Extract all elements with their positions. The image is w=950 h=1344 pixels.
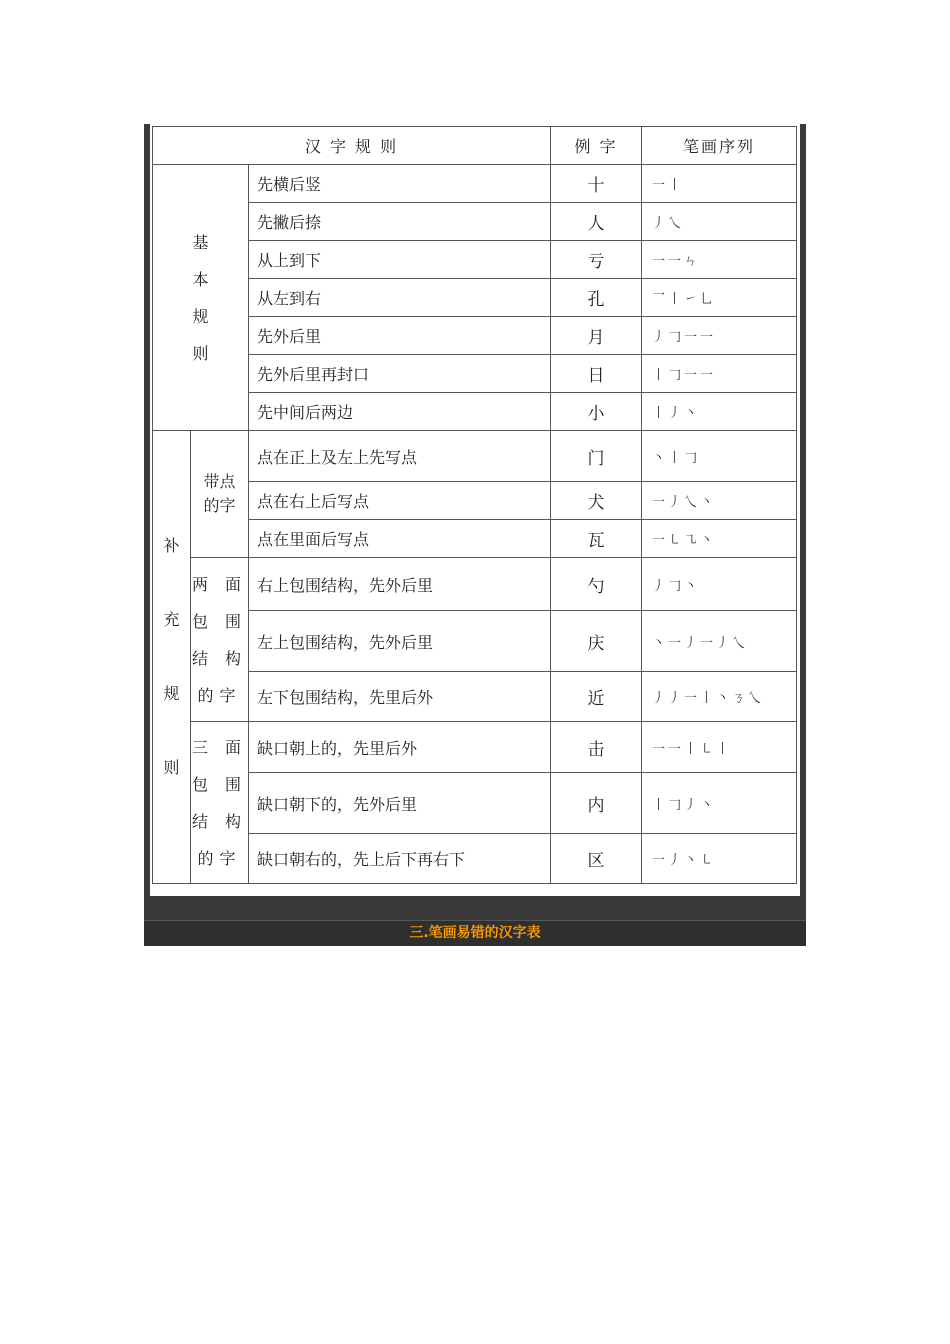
- rule-cell: 左下包围结构，先里后外: [249, 672, 551, 722]
- table-row: [153, 482, 797, 520]
- category-char: 则: [163, 758, 180, 777]
- strokes-cell: 一丿乀丶: [642, 482, 797, 520]
- strokes-cell: 一丿丶㇄: [642, 834, 797, 884]
- example-cell: 区: [551, 834, 642, 884]
- header-rule: 汉 字 规 则: [153, 127, 551, 165]
- example-cell: 人: [551, 203, 642, 241]
- category-char: 充: [163, 610, 180, 629]
- stroke-order-rules-table: [152, 126, 797, 884]
- table-row: [153, 672, 797, 722]
- subcategory-line: 的字: [197, 685, 242, 705]
- table-row: [153, 520, 797, 558]
- rule-cell: 点在里面后写点: [249, 520, 551, 558]
- example-cell: 门: [551, 431, 642, 482]
- strokes-cell: 一一丨㇄丨: [642, 722, 797, 773]
- subcategory-line: 结 构: [191, 811, 248, 831]
- example-cell: 十: [551, 165, 642, 203]
- strokes-cell: 丿乀: [642, 203, 797, 241]
- example-cell: 月: [551, 317, 642, 355]
- example-cell: 勺: [551, 558, 642, 611]
- strokes-cell: 一丨: [642, 165, 797, 203]
- subcategory-line: 三 面: [191, 737, 248, 757]
- subcategory-two-side-enclosure: [191, 558, 249, 722]
- subcategory-line: 包 围: [191, 611, 248, 631]
- example-cell: 小: [551, 393, 642, 431]
- example-cell: 击: [551, 722, 642, 773]
- example-cell: 犬: [551, 482, 642, 520]
- strokes-cell: 一一ㄣ: [642, 241, 797, 279]
- category-char: 规: [192, 306, 209, 326]
- rule-cell: 点在右上后写点: [249, 482, 551, 520]
- subcategory-line: 的字: [197, 848, 242, 868]
- table-row: [153, 834, 797, 884]
- category-basic-rules: [153, 165, 249, 431]
- strokes-cell: 丿丿一丨丶ㄋ乀: [642, 672, 797, 722]
- example-cell: 近: [551, 672, 642, 722]
- category-char: 则: [192, 343, 209, 363]
- example-cell: 日: [551, 355, 642, 393]
- strokes-cell: 丨𠃌一一: [642, 355, 797, 393]
- example-cell: 孔: [551, 279, 642, 317]
- category-char: 基: [192, 232, 209, 252]
- table-row: [153, 722, 797, 773]
- rule-cell: 左上包围结构，先外后里: [249, 611, 551, 672]
- rule-cell: 缺口朝右的，先上后下再右下: [249, 834, 551, 884]
- subcategory-line: 结 构: [191, 648, 248, 668]
- rule-cell: 先外后里: [249, 317, 551, 355]
- rule-cell: 缺口朝下的，先外后里: [249, 773, 551, 834]
- category-char: 本: [192, 269, 209, 289]
- table-row: [153, 241, 797, 279]
- category-char: 规: [163, 684, 180, 703]
- table-row: [153, 393, 797, 431]
- rule-cell: 右上包围结构，先外后里: [249, 558, 551, 611]
- rule-cell: 点在正上及左上先写点: [249, 431, 551, 482]
- strokes-cell: 丶丨𠃌: [642, 431, 797, 482]
- subcategory-three-side-enclosure: [191, 722, 249, 884]
- rule-cell: 先撇后捺: [249, 203, 551, 241]
- header-example: 例 字: [551, 127, 642, 165]
- table-row: [153, 558, 797, 611]
- subcategory-line: 的字: [203, 496, 236, 515]
- table-row: [153, 279, 797, 317]
- example-cell: 瓦: [551, 520, 642, 558]
- header-strokes: 笔画序列: [642, 127, 797, 165]
- subcategory-line: 两 面: [191, 574, 248, 594]
- subcategory-line: 带点: [203, 472, 236, 491]
- rules-table-panel: [150, 124, 800, 896]
- rule-cell: 先横后竖: [249, 165, 551, 203]
- strokes-cell: 丶一丿一丿乀: [642, 611, 797, 672]
- rule-cell: 从上到下: [249, 241, 551, 279]
- strokes-cell: 丨丿丶: [642, 393, 797, 431]
- subcategory-line: 包 围: [191, 774, 248, 794]
- category-supplementary-rules: [153, 431, 191, 884]
- example-cell: 亏: [551, 241, 642, 279]
- strokes-cell: 一㇄㇈丶: [642, 520, 797, 558]
- rule-cell: 先中间后两边: [249, 393, 551, 431]
- table-row: [153, 611, 797, 672]
- example-cell: 内: [551, 773, 642, 834]
- section-caption: 三.笔画易错的汉字表: [409, 925, 541, 941]
- strokes-cell: 乛丨㇀乚: [642, 279, 797, 317]
- table-row: [153, 773, 797, 834]
- table-row: [153, 203, 797, 241]
- category-char: 补: [163, 536, 180, 555]
- rule-cell: 缺口朝上的，先里后外: [249, 722, 551, 773]
- subcategory-dotted-chars: [191, 431, 249, 558]
- strokes-cell: 丿𠃌丶: [642, 558, 797, 611]
- rule-cell: 从左到右: [249, 279, 551, 317]
- table-row: [153, 165, 797, 203]
- table-image-frame: [144, 124, 806, 945]
- table-row: [153, 317, 797, 355]
- table-header-row: [153, 127, 797, 165]
- strokes-cell: 丿𠃌一一: [642, 317, 797, 355]
- rule-cell: 先外后里再封口: [249, 355, 551, 393]
- table-row: [153, 355, 797, 393]
- table-row: [153, 431, 797, 482]
- section-caption-bar: [144, 920, 806, 946]
- strokes-cell: 丨𠃌丿丶: [642, 773, 797, 834]
- example-cell: 庆: [551, 611, 642, 672]
